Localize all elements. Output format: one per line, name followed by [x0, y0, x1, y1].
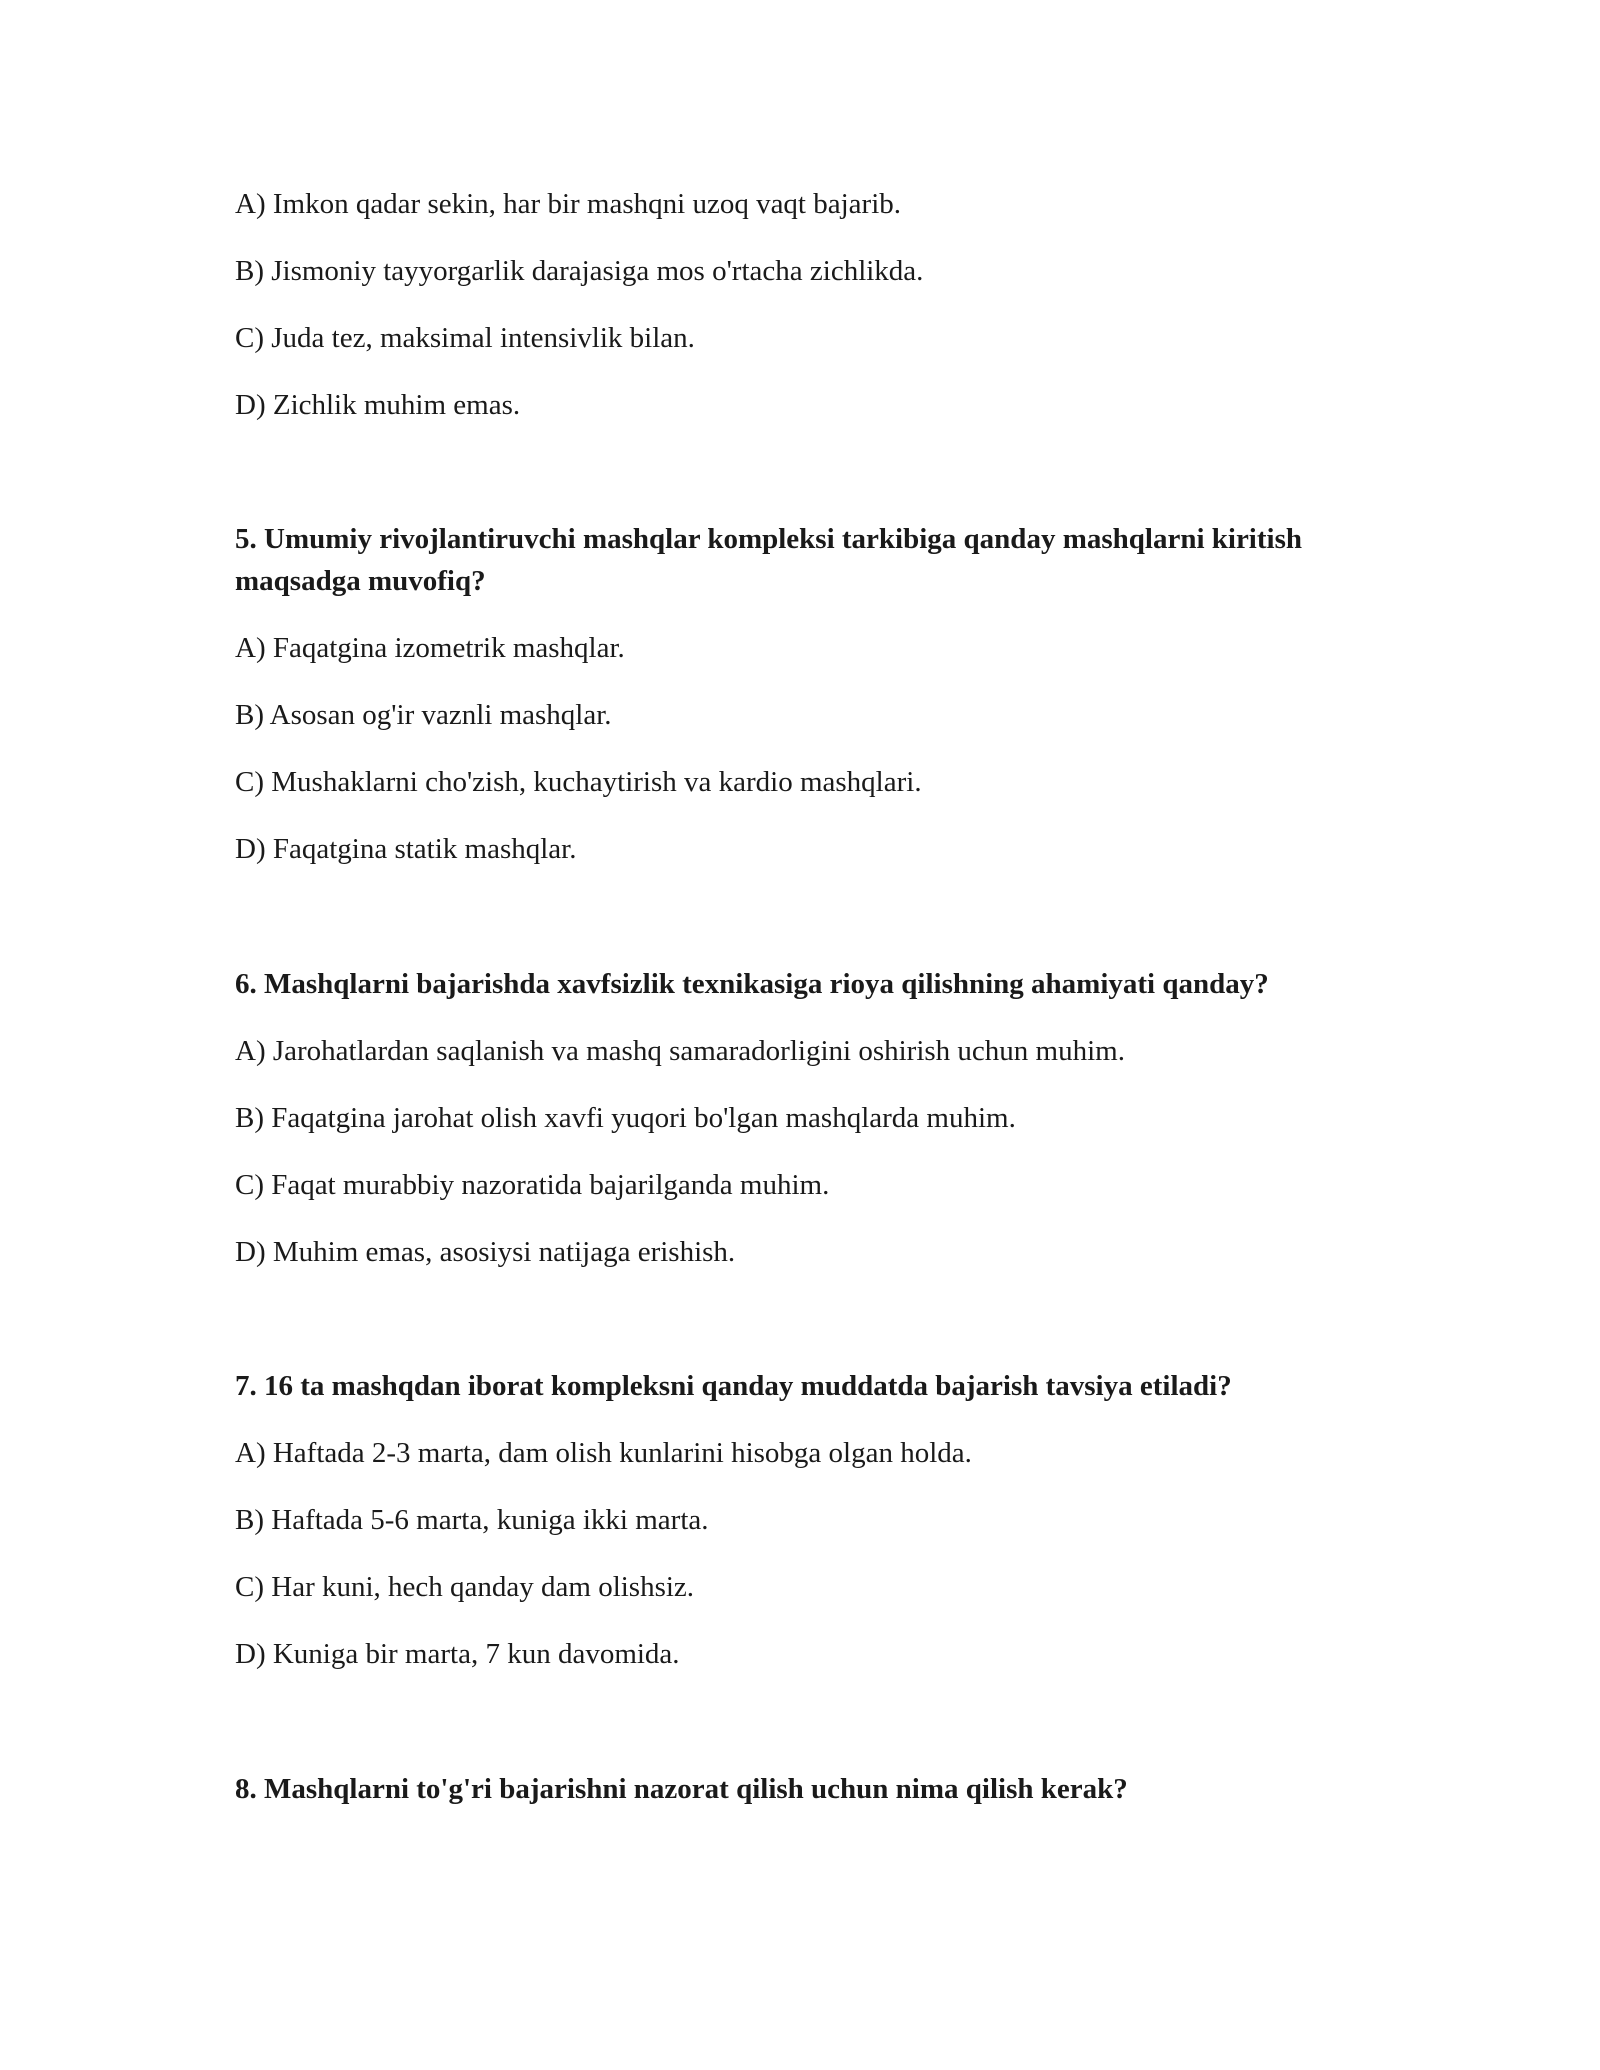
q7-option-c: C) Har kuni, hech qanday dam olishsiz. [235, 1571, 695, 1603]
q5-option-c: C) Mushaklarni cho'zish, kuchaytirish va kardio mashqlari. [235, 766, 922, 798]
question-6-text: 6. Mashqlarni bajarishda xavfsizlik texnikasiga rioya qilishning ahamiyati qanday? [235, 968, 1269, 1000]
q4-option-d: D) Zichlik muhim emas. [235, 389, 521, 421]
q6-option-b: B) Faqatgina jarohat olish xavfi yuqori bo'lgan mashqlarda muhim. [235, 1102, 1016, 1134]
q7-option-b: B) Haftada 5-6 marta, kuniga ikki marta. [235, 1504, 709, 1536]
q6-option-d: D) Muhim emas, asosiysi natijaga erishish. [235, 1236, 736, 1268]
q6-option-a: A) Jarohatlardan saqlanish va mashq samaradorligini oshirish uchun muhim. [235, 1035, 1125, 1067]
question-7-text: 7. 16 ta mashqdan iborat kompleksni qanday muddatda bajarish tavsiya etiladi? [235, 1370, 1232, 1402]
q4-option-b: B) Jismoniy tayyorgarlik darajasiga mos o'rtacha zichlikda. [235, 255, 924, 287]
q5-option-a: A) Faqatgina izometrik mashqlar. [235, 632, 625, 664]
q6-option-c: C) Faqat murabbiy nazoratida bajarilganda muhim. [235, 1169, 830, 1201]
q7-option-d: D) Kuniga bir marta, 7 kun davomida. [235, 1638, 680, 1670]
q5-option-b: B) Asosan og'ir vaznli mashqlar. [235, 699, 612, 731]
q4-option-a: A) Imkon qadar sekin, har bir mashqni uzoq vaqt bajarib. [235, 188, 902, 220]
q5-option-d: D) Faqatgina statik mashqlar. [235, 833, 577, 865]
q7-option-a: A) Haftada 2-3 marta, dam olish kunlarini hisobga olgan holda. [235, 1437, 972, 1469]
question-8-text: 8. Mashqlarni to'g'ri bajarishni nazorat qilish uchun nima qilish kerak? [235, 1773, 1128, 1805]
q4-option-c: C) Juda tez, maksimal intensivlik bilan. [235, 322, 695, 354]
question-5-text: 5. Umumiy rivojlantiruvchi mashqlar kompleksi tarkibiga qanday mashqlarni kiritish maqsadga muvofiq? [235, 523, 1302, 597]
